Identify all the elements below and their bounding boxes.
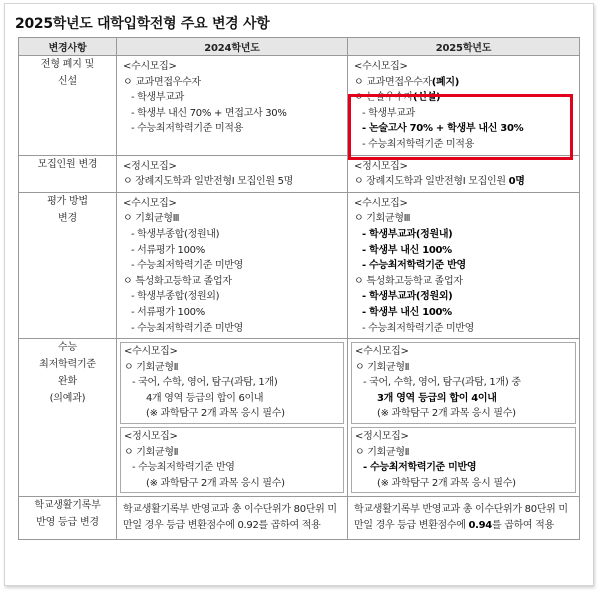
- inner-box: [351, 427, 576, 493]
- year-2025-cell: [348, 56, 580, 156]
- cell-text: 3개 영역 등급의 합이 4이내: [377, 392, 497, 404]
- category-line: 완화: [58, 376, 77, 388]
- cell-line: [354, 121, 573, 137]
- cell-line: [123, 227, 341, 243]
- paragraph: [348, 497, 579, 539]
- cell-text: ㅇ 기회균형Ⅱ: [355, 361, 410, 373]
- cell-text: - 수능최저학력기준 미적용: [362, 138, 475, 150]
- cell-line: [123, 243, 341, 259]
- cell-text: <수시모집>: [124, 346, 178, 358]
- category-line: 신설: [58, 76, 77, 87]
- category-cell: [19, 339, 117, 497]
- cell-text: ㅇ 기회균형Ⅱ: [355, 446, 410, 458]
- cell-text: - 학생부교과(정원내): [362, 228, 453, 240]
- bold-text: (신설): [413, 92, 441, 104]
- table-row: [19, 192, 580, 338]
- cell-line: [124, 391, 340, 407]
- cell-line: [123, 106, 341, 122]
- cell-text: ㅇ 교과면접우수자: [123, 76, 201, 88]
- cell-content: [117, 56, 347, 139]
- cell-line: [123, 59, 341, 75]
- inner-box: [351, 342, 576, 424]
- cell-text: - 학생부교과: [131, 92, 184, 104]
- cell-text: ㅇ 기회균형Ⅲ: [123, 213, 180, 225]
- cell-line: [123, 274, 341, 290]
- para-text: 학교생활기록부 반영교과 총 이수단위가 80단위 미만일 경우 등급 변환점수에 0.92를 곱하여 적용: [123, 504, 337, 532]
- cell-line: [354, 321, 573, 337]
- cell-text: <수시모집>: [354, 197, 408, 209]
- year-2025-cell: [348, 339, 580, 497]
- cell-text: - 수능최저학력기준 미반영: [131, 322, 244, 334]
- year-2025-cell: [348, 192, 580, 338]
- cell-text: 4개 영역 등급의 합이 6이내: [146, 392, 264, 404]
- cell-line: [123, 196, 341, 212]
- year-2025-cell: [348, 155, 580, 192]
- category-cell: [19, 497, 117, 540]
- cell-text: ㅇ 교과면접우수자: [354, 76, 432, 88]
- cell-line: [123, 211, 341, 227]
- header-category: 변경사항: [19, 38, 117, 56]
- cell-text: - 국어, 수학, 영어, 탐구(과탐, 1개): [132, 377, 278, 389]
- cell-line: [355, 391, 572, 407]
- category-line: 평가 방법: [47, 195, 88, 207]
- cell-line: [355, 344, 572, 360]
- cell-line: [355, 476, 572, 492]
- category-line: 반영 등급 변경: [36, 517, 99, 529]
- cell-line: [355, 429, 572, 445]
- cell-text: <수시모집>: [354, 61, 408, 72]
- cell-text: - 수능최저학력기준 반영: [362, 260, 466, 272]
- cell-content: [117, 193, 347, 338]
- cell-text: (※ 과학탐구 2개 과목 응시 필수): [146, 477, 285, 489]
- cell-line: [123, 121, 341, 137]
- table-row: [19, 339, 580, 497]
- cell-line: [355, 375, 572, 391]
- cell-text: - 학생부 내신 100%: [362, 306, 452, 318]
- cell-line: [123, 305, 341, 321]
- cell-line: [124, 429, 340, 445]
- cell-line: [124, 476, 340, 492]
- cell-text: - 학생부 내신 70% + 면접고사 30%: [131, 107, 287, 119]
- cell-text: ㅇ 기회균형Ⅱ: [124, 361, 179, 373]
- bold-text: 0명: [508, 176, 525, 188]
- year-2024-cell: [117, 339, 348, 497]
- cell-content: [348, 193, 579, 338]
- para-text-end: 를 곱하여 적용: [491, 520, 554, 532]
- cell-content: [117, 156, 347, 192]
- cell-line: [354, 159, 573, 175]
- category-line: 학교생활기록부: [34, 500, 101, 512]
- cell-text: <수시모집>: [123, 197, 177, 209]
- cell-line: [354, 174, 573, 190]
- year-2024-cell: [117, 56, 348, 156]
- cell-text: <정시모집>: [355, 431, 409, 443]
- para-text: 학교생활기록부 반영교과 총 이수단위가 80단위 미만일 경우 등급 변환점수에: [354, 504, 568, 532]
- cell-text: (※ 과학탐구 2개 과목 응시 필수): [377, 408, 516, 420]
- cell-text: ㅇ 특성화고등학교 졸업자: [354, 275, 463, 287]
- cell-line: [124, 445, 340, 461]
- cell-line: [354, 75, 573, 91]
- cell-text: <수시모집>: [355, 346, 409, 358]
- category-line: 전형 폐지 및: [40, 59, 95, 70]
- table-row: [19, 56, 580, 156]
- inner-box: [120, 342, 344, 424]
- cell-line: [354, 274, 573, 290]
- cell-text: (※ 과학탐구 2개 과목 응시 필수): [146, 408, 285, 420]
- header-2025: 2025학년도: [348, 38, 580, 56]
- paragraph: [117, 497, 347, 539]
- cell-line: [354, 289, 573, 305]
- cell-line: [355, 360, 572, 376]
- cell-line: [355, 445, 572, 461]
- cell-line: [354, 90, 573, 106]
- cell-line: [354, 196, 573, 212]
- cell-text: ㅇ 특성화고등학교 졸업자: [123, 275, 232, 287]
- cell-text: ㅇ 논술우수자: [354, 92, 414, 104]
- cell-line: [124, 344, 340, 360]
- cell-line: [123, 90, 341, 106]
- cell-line: [354, 258, 573, 274]
- cell-line: [354, 243, 573, 259]
- cell-text: ㅇ 장례지도학과 일반전형Ⅰ 모집인원: [354, 176, 509, 188]
- cell-text: - 수능최저학력기준 미반영: [363, 462, 477, 474]
- cell-text: <수시모집>: [123, 61, 177, 72]
- cell-line: [124, 460, 340, 476]
- cell-line: [123, 174, 341, 190]
- cell-line: [354, 137, 573, 153]
- cell-text: - 국어, 수학, 영어, 탐구(과탐, 1개) 중: [363, 377, 521, 389]
- cell-text: - 수능최저학력기준 미반영: [362, 322, 475, 334]
- cell-line: [123, 75, 341, 91]
- cell-line: [123, 258, 341, 274]
- cell-line: [124, 375, 340, 391]
- year-2024-cell: [117, 497, 348, 540]
- category-line: 수능: [58, 342, 77, 354]
- cell-text: - 학생부 내신 100%: [362, 244, 452, 256]
- cell-text: (※ 과학탐구 2개 과목 응시 필수): [377, 477, 516, 489]
- cell-text: <정시모집>: [123, 160, 177, 172]
- category-line: 변경: [58, 212, 77, 224]
- cell-line: [124, 406, 340, 422]
- cell-text: ㅇ 기회균형Ⅲ: [354, 213, 411, 225]
- cell-content: [348, 156, 579, 192]
- cell-line: [354, 227, 573, 243]
- year-2025-cell: [348, 497, 580, 540]
- table-header-row: [19, 38, 580, 56]
- cell-text: - 수능최저학력기준 미적용: [131, 123, 244, 135]
- cell-line: [354, 211, 573, 227]
- inner-box: [120, 427, 344, 493]
- category-line: 최저학력기준: [39, 359, 96, 371]
- para-bold: 0.94: [468, 520, 492, 532]
- cell-line: [354, 59, 573, 75]
- cell-text: - 서류평가 100%: [131, 306, 205, 318]
- cell-line: [354, 305, 573, 321]
- cell-text: - 학생부교과(정원외): [362, 291, 453, 303]
- cell-text: - 학생부교과: [362, 107, 415, 119]
- cell-text: - 수능최저학력기준 미반영: [131, 260, 244, 272]
- category-line: 모집인원 변경: [37, 158, 98, 170]
- cell-text: - 서류평가 100%: [131, 244, 205, 256]
- cell-text: <정시모집>: [354, 160, 408, 172]
- cell-text: ㅇ 장례지도학과 일반전형Ⅰ 모집인원 5명: [123, 176, 293, 188]
- bold-text: (폐지): [431, 76, 460, 88]
- category-cell: [19, 192, 117, 338]
- cell-text: - 학생부종합(정원내): [131, 228, 220, 240]
- cell-line: [123, 159, 341, 175]
- cell-line: [124, 360, 340, 376]
- year-2024-cell: [117, 155, 348, 192]
- year-2024-cell: [117, 192, 348, 338]
- changes-table: [18, 37, 580, 540]
- header-2024: 2024학년도: [117, 38, 348, 56]
- cell-line: [355, 406, 572, 422]
- cell-text: - 수능최저학력기준 반영: [132, 462, 235, 474]
- cell-text: - 논술고사 70% + 학생부 내신 30%: [362, 123, 524, 135]
- cell-line: [123, 289, 341, 305]
- table-row: [19, 155, 580, 192]
- category-line: (의예과): [49, 393, 86, 405]
- category-cell: [19, 155, 117, 192]
- cell-line: [123, 321, 341, 337]
- cell-line: [354, 106, 573, 122]
- cell-text: ㅇ 기회균형Ⅱ: [124, 446, 179, 458]
- page-title: 2025학년도 대학입학전형 주요 변경 사항: [15, 16, 270, 32]
- cell-content: [348, 56, 579, 155]
- cell-text: - 학생부종합(정원외): [131, 291, 220, 303]
- cell-line: [355, 460, 572, 476]
- table-row: [19, 497, 580, 540]
- cell-text: <정시모집>: [124, 431, 178, 443]
- category-cell: [19, 56, 117, 156]
